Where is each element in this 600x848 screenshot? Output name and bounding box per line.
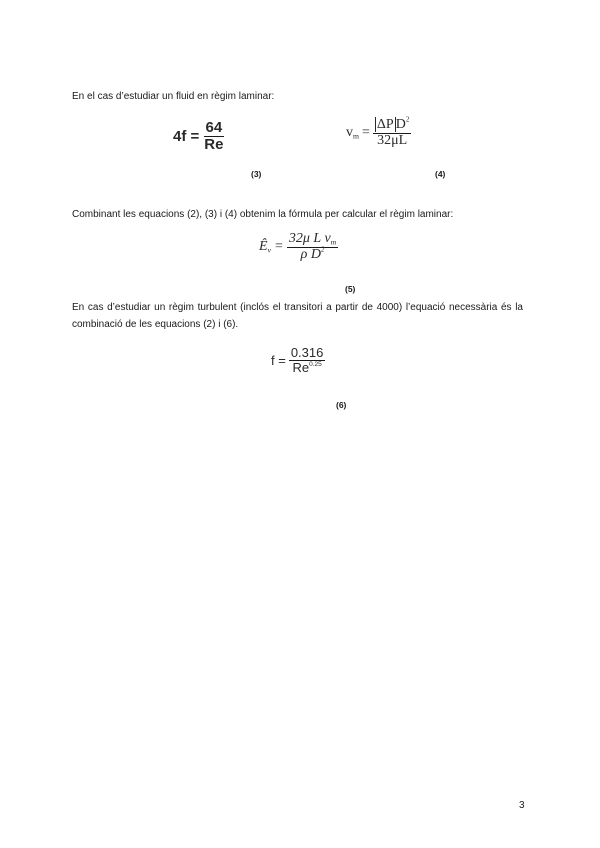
- eq4-fraction: [373, 115, 411, 148]
- eq4-denominator: 32μL: [377, 132, 408, 148]
- eq4-numerator: ΔP $D^2$: [373, 118, 411, 134]
- paragraph-laminar-intro: En el cas d’estudiar un fluid en règim laminar:: [72, 91, 275, 102]
- eq6-lhs: f =: [271, 352, 286, 368]
- eq3-denominator: Re: [204, 135, 224, 153]
- eq5-equals: =: [274, 239, 283, 255]
- paragraph-turbulent: En cas d’estudiar un règim turbulent (inclós el transitori a partir de 4000) l’equació necessària és la combinació de les equacions (2) i (6).: [72, 302, 523, 330]
- eq6-fraction: [289, 346, 326, 374]
- eq4-label: (4): [435, 169, 446, 179]
- eq3-lhs: 4f =: [173, 127, 200, 145]
- equation-6: [271, 346, 325, 374]
- eq3-numerator: 64: [205, 119, 223, 136]
- page-number: 3: [519, 800, 525, 811]
- eq6-label: (6): [336, 400, 347, 410]
- eq3-label: (3): [251, 169, 262, 179]
- eq4-lhs: $v_m$: [346, 125, 359, 141]
- eq4-equals: =: [361, 125, 370, 141]
- paragraph-combining: Combinant les equacions (2), (3) i (4) obtenim la fórmula per calcular el règim laminar:: [72, 209, 454, 220]
- eq5-numerator: 32μ L $v_m$: [288, 231, 337, 247]
- eq5-fraction: [287, 232, 338, 262]
- equation-4: [346, 115, 411, 148]
- eq5-lhs: $Ê_v$: [259, 239, 271, 255]
- eq5-label: (5): [345, 284, 356, 294]
- eq6-denominator: $Re^{0.25}$: [292, 359, 322, 375]
- eq5-denominator: ρ $D^2$: [300, 245, 325, 262]
- equation-5: [259, 232, 338, 262]
- eq6-numerator: 0.316: [290, 345, 324, 360]
- equation-3: [173, 120, 225, 153]
- eq3-fraction: [202, 120, 225, 153]
